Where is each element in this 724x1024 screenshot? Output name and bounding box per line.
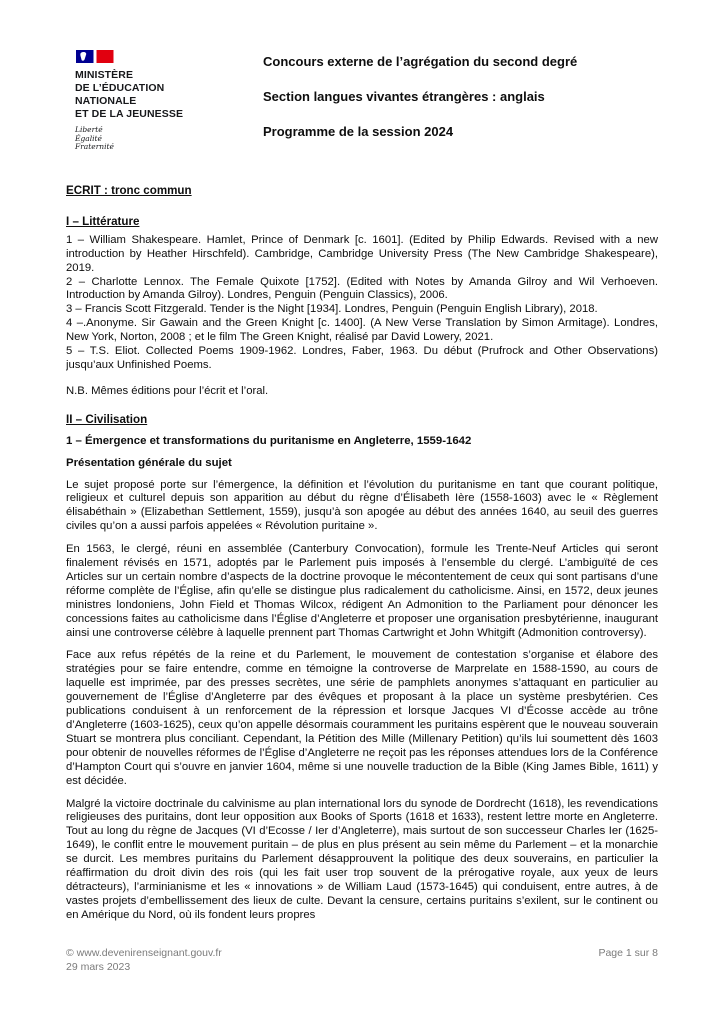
- ministry-line: ET DE LA JEUNESSE: [75, 108, 184, 120]
- lit-item-1: 1 – William Shakespeare. Hamlet, Prince of Denmark [c. 1601]. (Edited by Philip Edwards. Revised with a new introduction by Heather Hirschfeld). Cambridge, Cambridge University Press (The New Cambridge Shakespeare), 2019.: [66, 233, 658, 274]
- civ-paragraph-3: Face aux refus répétés de la reine et du Parlement, le mouvement de contestation s’organise et élabore des stratégies pour se faire entendre, comme en témoigne la controverse de Marprelate en 1588-1590, au cours de laquelle est imprimée, par des presses secrètes, une série de pamphlets anonymes s’attaquant en particulier au gouvernement de l’Église d’Angleterre par des évêques et proposant à la place un système presbytérien. Ces publications conduisent à un renforcement de la répression et lorsque Jacques VI d’Écosse accède au trône d’Angleterre (1603-1625), ceux qu’on appelle désormais couramment les puritains espèrent que le nouveau souverain Stuart se montrera plus conciliant. Cependant, la Pétition des Mille (Millenary Petition) qu’ils lui soumettent dès 1603 pour obtenir de nouvelles réformes de l’Église d’Angleterre ne reçoit pas les réponses attendues lors de la Conférence d’Hampton Court qui s’ouvre en janvier 1604, même si une nouvelle traduction de la Bible (King James Bible, 1611) y est décidée.: [66, 649, 658, 787]
- footer-date: 29 mars 2023: [66, 960, 131, 973]
- ministry-name: [75, 69, 203, 121]
- document-body: [66, 184, 658, 942]
- title-programme: Programme de la session 2024: [263, 124, 454, 139]
- footer-left: [66, 947, 222, 974]
- civ-paragraph-2: En 1563, le clergé, réuni en assemblée (Canterbury Convocation), formule les Trente-Neuf Articles qui seront finalement révisés en 1571, adoptés par le Parlement puis imposés à l’ensemble du clergé. L’ambiguïté de ces Articles sur un certain nombre d’aspects de la doctrine provoque le mécontentement de ceux qui sont partisans d’une réforme complète de l’Église, afin qu’elle se distingue plus radicalement du catholicisme. Ainsi, en 1572, deux jeunes ministres londoniens, John Field et Thomas Wilcox, rédigent An Admonition to the Parliament pour dénoncer les concessions faites au catholicisme dans l’Église d’Angleterre et proposer une organisation presbytérienne, inaugurant ainsi une controverse célèbre à laquelle prennent part Thomas Cartwright et John Whitgift (Admonition controversy).: [66, 543, 658, 639]
- footer-page-number: Page 1 sur 8: [598, 947, 658, 959]
- title-concours: Concours externe de l’agrégation du second degré: [263, 54, 578, 69]
- lit-item-3: 3 – Francis Scott Fitzgerald. Tender is the Night [1934]. Londres, Penguin (Penguin English Library), 2018.: [66, 303, 598, 316]
- heading-civilisation: II – Civilisation: [66, 412, 148, 426]
- page-footer: [66, 943, 658, 997]
- heading-ecrit-tronc-commun: ECRIT : tronc commun: [66, 184, 192, 197]
- lit-item-4: 4 –.Anonyme. Sir Gawain and the Green Knight [c. 1400]. (A New Verse Translation by Simon Armitage). Londres, New York, Norton, 2008 ; et le film The Green Knight, réalisé par David Lowery, 2021.: [66, 317, 658, 344]
- footer-copyright-url: © www.devenirenseignant.gouv.fr: [66, 947, 222, 959]
- nb-note: N.B. Mêmes éditions pour l’écrit et l’oral.: [66, 384, 269, 397]
- ministry-line: NATIONALE: [75, 95, 137, 107]
- ministry-line: MINISTÈRE: [75, 69, 134, 81]
- ministry-line: DE L’ÉDUCATION: [75, 82, 165, 94]
- lit-item-2: 2 – Charlotte Lennox. The Female Quixote [1752]. (Edited with Notes by Amanda Gilroy and Wil Verhoeven. Introduction by Amanda Gilroy). Londres, Penguin (Penguin Classics), 2006.: [66, 275, 658, 302]
- republic-motto: [75, 126, 203, 152]
- document-titles: [263, 48, 577, 159]
- lit-item-5: 5 – T.S. Eliot. Collected Poems 1909-1962. Londres, Faber, 1963. Du début (Prufrock and Other Observations) jusqu’aux Unfinished Poems.: [66, 345, 658, 371]
- motto-line: Fraternité: [75, 142, 114, 151]
- french-flag-icon: [76, 50, 114, 64]
- civ-paragraph-4: Malgré la victoire doctrinale du calvinisme au plan international lors du synode de Dordrecht (1618), les revendications religieuses des puritains, dont leur opposition aux Books of Sports (1618 et 1633), restent lettre morte en Angleterre. Tout au long du règne de Jacques (VI d’Ecosse / Ier d’Angleterre), mais surtout de son successeur Charles Ier (1625-1649), le conflit entre le mouvement puritain – de plus en plus présent au sein même du Parlement – et la monarchie se durcit. Les membres puritains du Parlement désapprouvent la politique des deux souverains, en particulier la réaffirmation du droit divin des rois (qui les fait user trop souvent de la prérogative royale, aux yeux de leurs détracteurs), l’arminianisme et les « innovations » de William Laud (1573-1645) qui conduisent, entre autres, à de vastes projets d’embellissement des lieux de culte. Devant la censure, certains puritains s’exilent, sur le continent ou en Amérique du Nord, où ils fondent leurs propres: [66, 797, 658, 921]
- motto-line: Égalité: [75, 133, 102, 143]
- title-section: Section langues vivantes étrangères : anglais: [263, 89, 545, 104]
- heading-litterature: I – Littérature: [66, 214, 140, 228]
- ministry-logo: [75, 48, 203, 159]
- heading-civ-topic: 1 – Émergence et transformations du puritanisme en Angleterre, 1559-1642: [66, 434, 472, 447]
- civ-paragraph-1: Le sujet proposé porte sur l’émergence, la définition et l’évolution du puritanisme en tant que courant politique, religieux et culturel depuis son apparition au début du règne d’Élisabeth Ière (1558-1603) avec le « Règlement élisabéthain » (Elizabethan Settlement, 1559), jusqu’à son apogée au début des années 1640, au seuil des guerres civiles qu’on a aussi parfois appelées « Révolution puritaine ».: [66, 478, 658, 533]
- heading-presentation: Présentation générale du sujet: [66, 456, 232, 469]
- motto-line: Liberté: [75, 125, 103, 134]
- page-header: [75, 48, 658, 159]
